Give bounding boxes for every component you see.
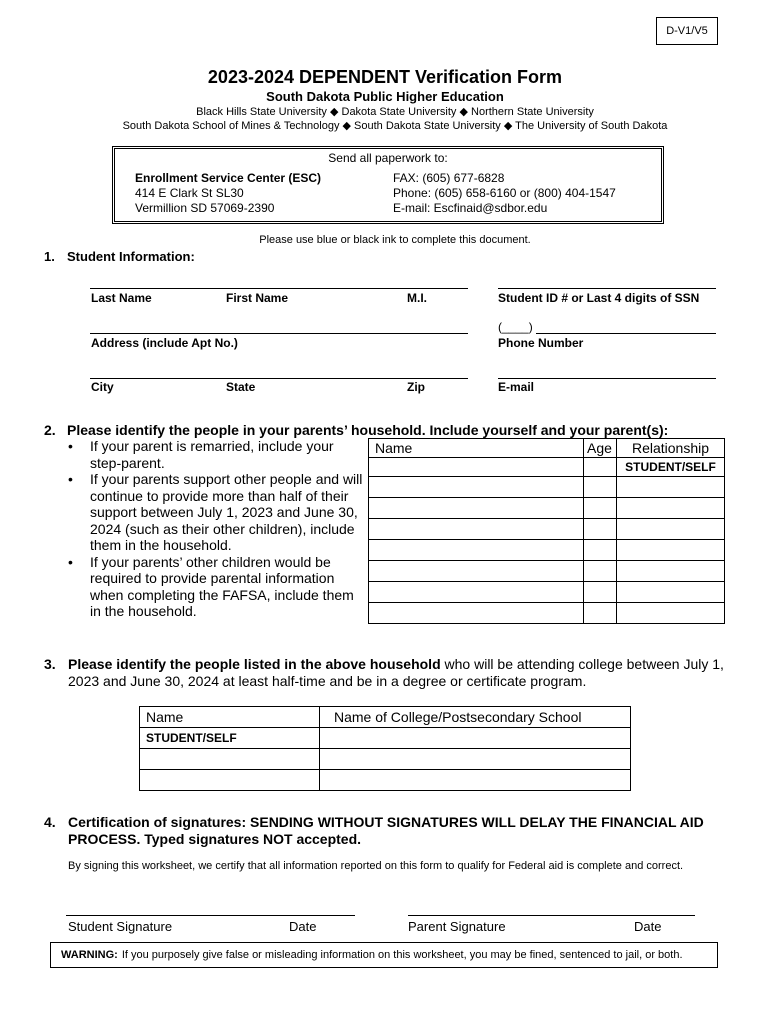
student-date-label: Date <box>289 919 317 934</box>
state-label: State <box>226 380 256 394</box>
table-row <box>140 728 631 749</box>
relationship-cell: STUDENT/SELF <box>617 458 725 477</box>
section-2-title: Please identify the people in your parents’ household. Include yourself and your parent(s): <box>67 422 669 438</box>
zip-label: Zip <box>407 380 425 394</box>
section-2-heading <box>44 422 744 438</box>
college-table <box>139 706 631 791</box>
relationship-cell[interactable] <box>617 582 725 603</box>
age-cell[interactable] <box>584 582 617 603</box>
instruction-item: • If your parents’ other children would be required to provide parental information when completing the FAFSA, include them in the household. <box>68 553 354 619</box>
name-header: Name <box>369 439 584 458</box>
name-cell[interactable] <box>369 458 584 477</box>
city-state-zip-field[interactable] <box>90 378 468 379</box>
name-cell[interactable] <box>140 749 320 770</box>
table-row <box>369 498 725 519</box>
name-cell[interactable] <box>369 540 584 561</box>
age-cell[interactable] <box>584 477 617 498</box>
student-signature-field[interactable] <box>66 915 355 916</box>
section-3-number: 3. <box>44 656 56 672</box>
email-field[interactable] <box>498 378 716 379</box>
form-subtitle: South Dakota Public Higher Education <box>266 89 504 104</box>
school-cell[interactable] <box>320 728 631 749</box>
universities-line-1: Black Hills State University ◆ Dakota State University ◆ Northern State University <box>196 106 594 118</box>
age-header: Age <box>584 439 617 458</box>
age-cell[interactable] <box>584 603 617 624</box>
name-header: Name <box>140 707 320 728</box>
section-1-number: 1. <box>44 249 55 264</box>
table-row <box>369 477 725 498</box>
parent-date-label: Date <box>634 919 662 934</box>
relationship-cell[interactable] <box>617 561 725 582</box>
send-paperwork-box <box>112 146 664 224</box>
ink-note: Please use blue or black ink to complete this document. <box>259 234 531 246</box>
name-cell[interactable] <box>369 561 584 582</box>
phone-area-code: (____) <box>498 320 533 334</box>
section-3-bold-text: Please identify the people listed in the above household <box>68 656 441 672</box>
esc-city: Vermillion SD 57069-2390 <box>135 201 275 215</box>
student-signature-label: Student Signature <box>68 919 173 934</box>
school-header: Name of College/Postsecondary School <box>320 707 631 728</box>
section-4-title: Certification of signatures: SENDING WITHOUT SIGNATURES WILL DELAY THE FINANCIAL AID PROCESS. Typed signatures NOT accepted. <box>68 814 704 847</box>
table-row <box>140 770 631 791</box>
table-header-row <box>140 707 631 728</box>
form-code: D-V1/V5 <box>666 25 708 37</box>
relationship-header: Relationship <box>617 439 725 458</box>
universities-line-2: South Dakota School of Mines & Technology ◆ South Dakota State University ◆ The University of South Dakota <box>122 120 668 132</box>
esc-phone: Phone: (605) 658-6160 or (800) 404-1547 <box>393 186 616 200</box>
student-id-label: Student ID # or Last 4 digits of SSN <box>498 291 700 305</box>
phone-label: Phone Number <box>498 336 584 350</box>
form-code-box <box>656 17 718 45</box>
table-row <box>140 749 631 770</box>
section-3-heading <box>44 656 734 690</box>
section-4-number: 4. <box>44 814 56 830</box>
email-label: E-mail <box>498 380 535 394</box>
relationship-cell[interactable] <box>617 603 725 624</box>
relationship-cell[interactable] <box>617 498 725 519</box>
esc-org: Enrollment Service Center (ESC) <box>135 171 322 185</box>
section-3-rest-text: who will be attending college between July 1, 2023 and June 30, 2024 at least half-time and be in a degree or certificate program. <box>68 656 724 689</box>
instruction-item: • If your parents support other people and will continue to provide more than half of their support between July 1, 2023 and June 30, 2024 (such as their other children), include them in the household. <box>68 471 363 553</box>
esc-address <box>135 171 321 216</box>
table-row <box>369 458 725 477</box>
age-cell[interactable] <box>584 561 617 582</box>
esc-contact <box>393 171 616 216</box>
name-cell[interactable] <box>369 498 584 519</box>
table-row <box>369 561 725 582</box>
parent-signature-label: Parent Signature <box>408 919 506 934</box>
name-field[interactable] <box>90 288 468 289</box>
certification-text: By signing this worksheet, we certify that all information reported on this form to qualify for Federal aid is complete and correct. <box>68 860 684 872</box>
name-cell[interactable] <box>369 603 584 624</box>
name-cell[interactable] <box>369 582 584 603</box>
school-cell[interactable] <box>320 749 631 770</box>
section-1-heading <box>44 249 444 265</box>
esc-email: E-mail: Escfinaid@sdbor.edu <box>393 201 548 215</box>
instruction-item: • If your parent is remarried, include your step-parent. <box>68 438 334 471</box>
age-cell[interactable] <box>584 458 617 477</box>
first-name-label: First Name <box>226 291 289 305</box>
esc-street: 414 E Clark St SL30 <box>135 186 244 200</box>
table-row <box>369 603 725 624</box>
relationship-cell[interactable] <box>617 540 725 561</box>
warning-box <box>50 942 718 968</box>
relationship-cell[interactable] <box>617 519 725 540</box>
age-cell[interactable] <box>584 498 617 519</box>
parent-signature-field[interactable] <box>408 915 695 916</box>
student-id-field[interactable] <box>498 288 716 289</box>
name-cell: STUDENT/SELF <box>140 728 320 749</box>
section-2-number: 2. <box>44 422 56 438</box>
section-1-title: Student Information: <box>67 249 195 264</box>
send-paperwork-heading: Send all paperwork to: <box>328 151 448 165</box>
table-row <box>369 519 725 540</box>
form-title: 2023-2024 DEPENDENT Verification Form <box>207 67 563 87</box>
warning-text: If you purposely give false or misleading information on this worksheet, you may be fined, sentenced to jail, or both. <box>121 949 683 961</box>
phone-field[interactable] <box>536 333 716 334</box>
household-table <box>368 438 725 624</box>
last-name-label: Last Name <box>91 291 152 305</box>
address-field[interactable] <box>90 333 468 334</box>
section-3-text <box>68 656 728 690</box>
section-4-heading <box>44 814 734 848</box>
address-label: Address (include Apt No.) <box>91 336 238 350</box>
esc-fax: FAX: (605) 677-6828 <box>393 171 505 185</box>
warning-label: WARNING: <box>61 949 118 961</box>
table-row <box>369 582 725 603</box>
school-cell[interactable] <box>320 770 631 791</box>
household-instructions <box>68 438 368 620</box>
table-row <box>369 540 725 561</box>
mi-label: M.I. <box>407 291 427 305</box>
age-cell[interactable] <box>584 540 617 561</box>
relationship-cell[interactable] <box>617 477 725 498</box>
name-cell[interactable] <box>369 519 584 540</box>
city-label: City <box>91 380 114 394</box>
name-cell[interactable] <box>369 477 584 498</box>
table-header-row <box>369 439 725 458</box>
name-cell[interactable] <box>140 770 320 791</box>
age-cell[interactable] <box>584 519 617 540</box>
